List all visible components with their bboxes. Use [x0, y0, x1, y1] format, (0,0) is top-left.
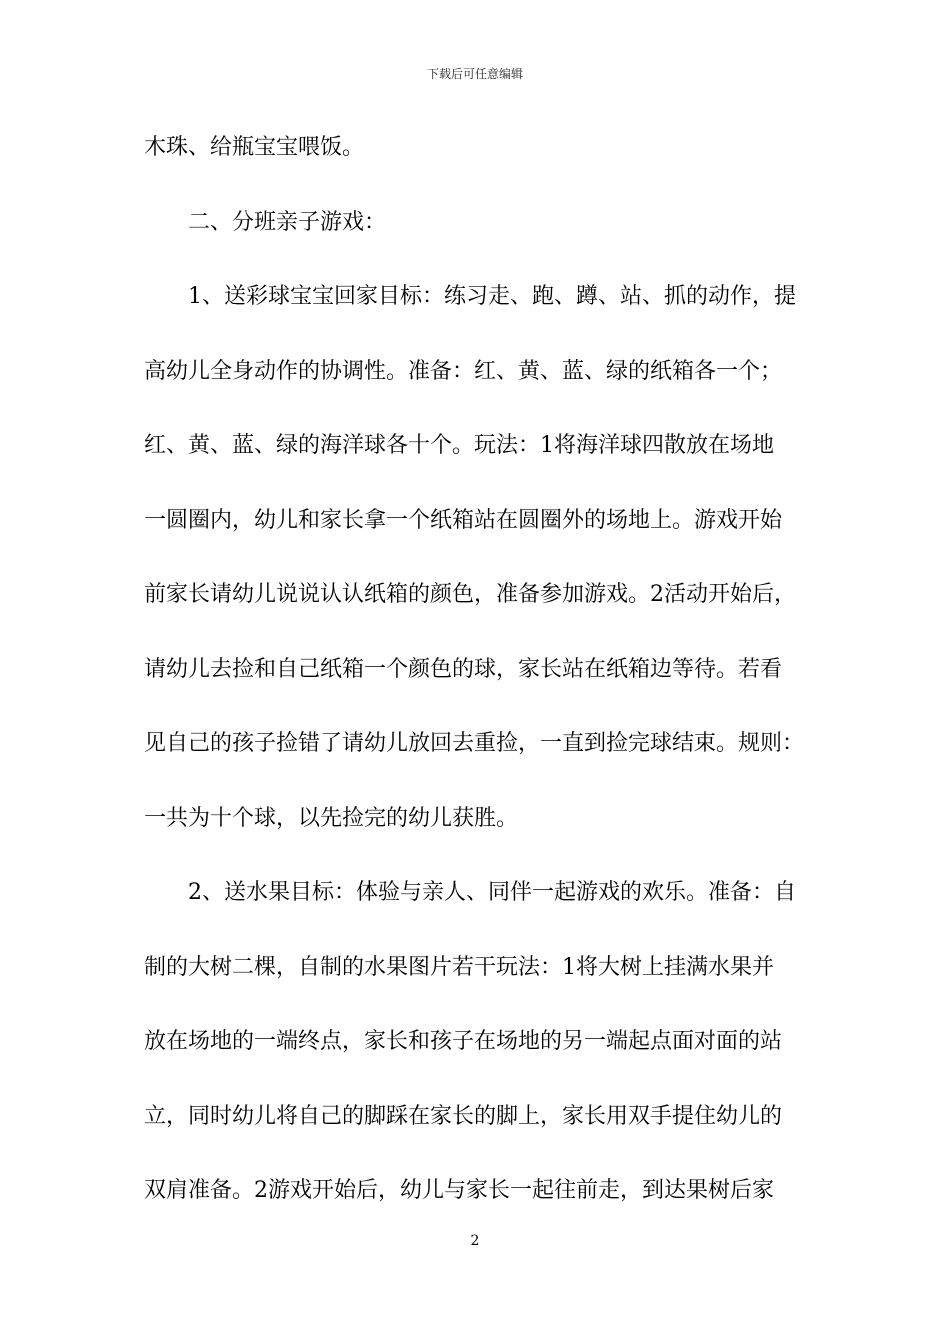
page-number: 2: [470, 1233, 480, 1249]
text-line: 见自己的孩子捡错了请幼儿放回去重捡，一直到捡完球结束。规则：: [144, 731, 805, 756]
text-line: 木珠、给瓶宝宝喂饭。: [144, 135, 365, 160]
text-line: 2、送水果目标：体验与亲人、同伴一起游戏的欢乐。准备：自: [188, 880, 796, 905]
text-line: 一圆圈内，幼儿和家长拿一个纸箱站在圆圈外的场地上。游戏开始: [144, 507, 783, 533]
text-line: 请幼儿去捡和自己纸箱一个颜色的球，家长站在纸箱边等待。若看: [144, 656, 783, 682]
document-body: [144, 128, 814, 1246]
text-line: 红、黄、蓝、绿的海洋球各十个。玩法：1将海洋球四散放在场地: [144, 433, 774, 458]
text-line: 一共为十个球，以先捡完的幼儿获胜。: [144, 805, 519, 831]
text-line: 放在场地的一端终点，家长和孩子在场地的另一端起点面对面的站: [144, 1029, 783, 1054]
text-line: 高幼儿全身动作的协调性。准备：红、黄、蓝、绿的纸箱各一个；: [144, 358, 783, 384]
text-line: 双肩准备。2游戏开始后，幼儿与家长一起往前走，到达果树后家: [144, 1178, 774, 1203]
text-line: 1、送彩球宝宝回家目标：练习走、跑、蹲、站、抓的动作，提: [188, 284, 796, 309]
text-line: 前家长请幼儿说说认认纸箱的颜色，准备参加游戏。2活动开始后，: [144, 582, 796, 607]
text-line: 立，同时幼儿将自己的脚踩在家长的脚上，家长用双手提住幼儿的: [144, 1103, 783, 1129]
text-line: 制的大树二棵，自制的水果图片若干玩法：1将大树上挂满水果并: [144, 954, 774, 980]
page-header: 下载后可任意编辑: [426, 67, 523, 81]
section-heading: 二、分班亲子游戏：: [188, 209, 387, 235]
